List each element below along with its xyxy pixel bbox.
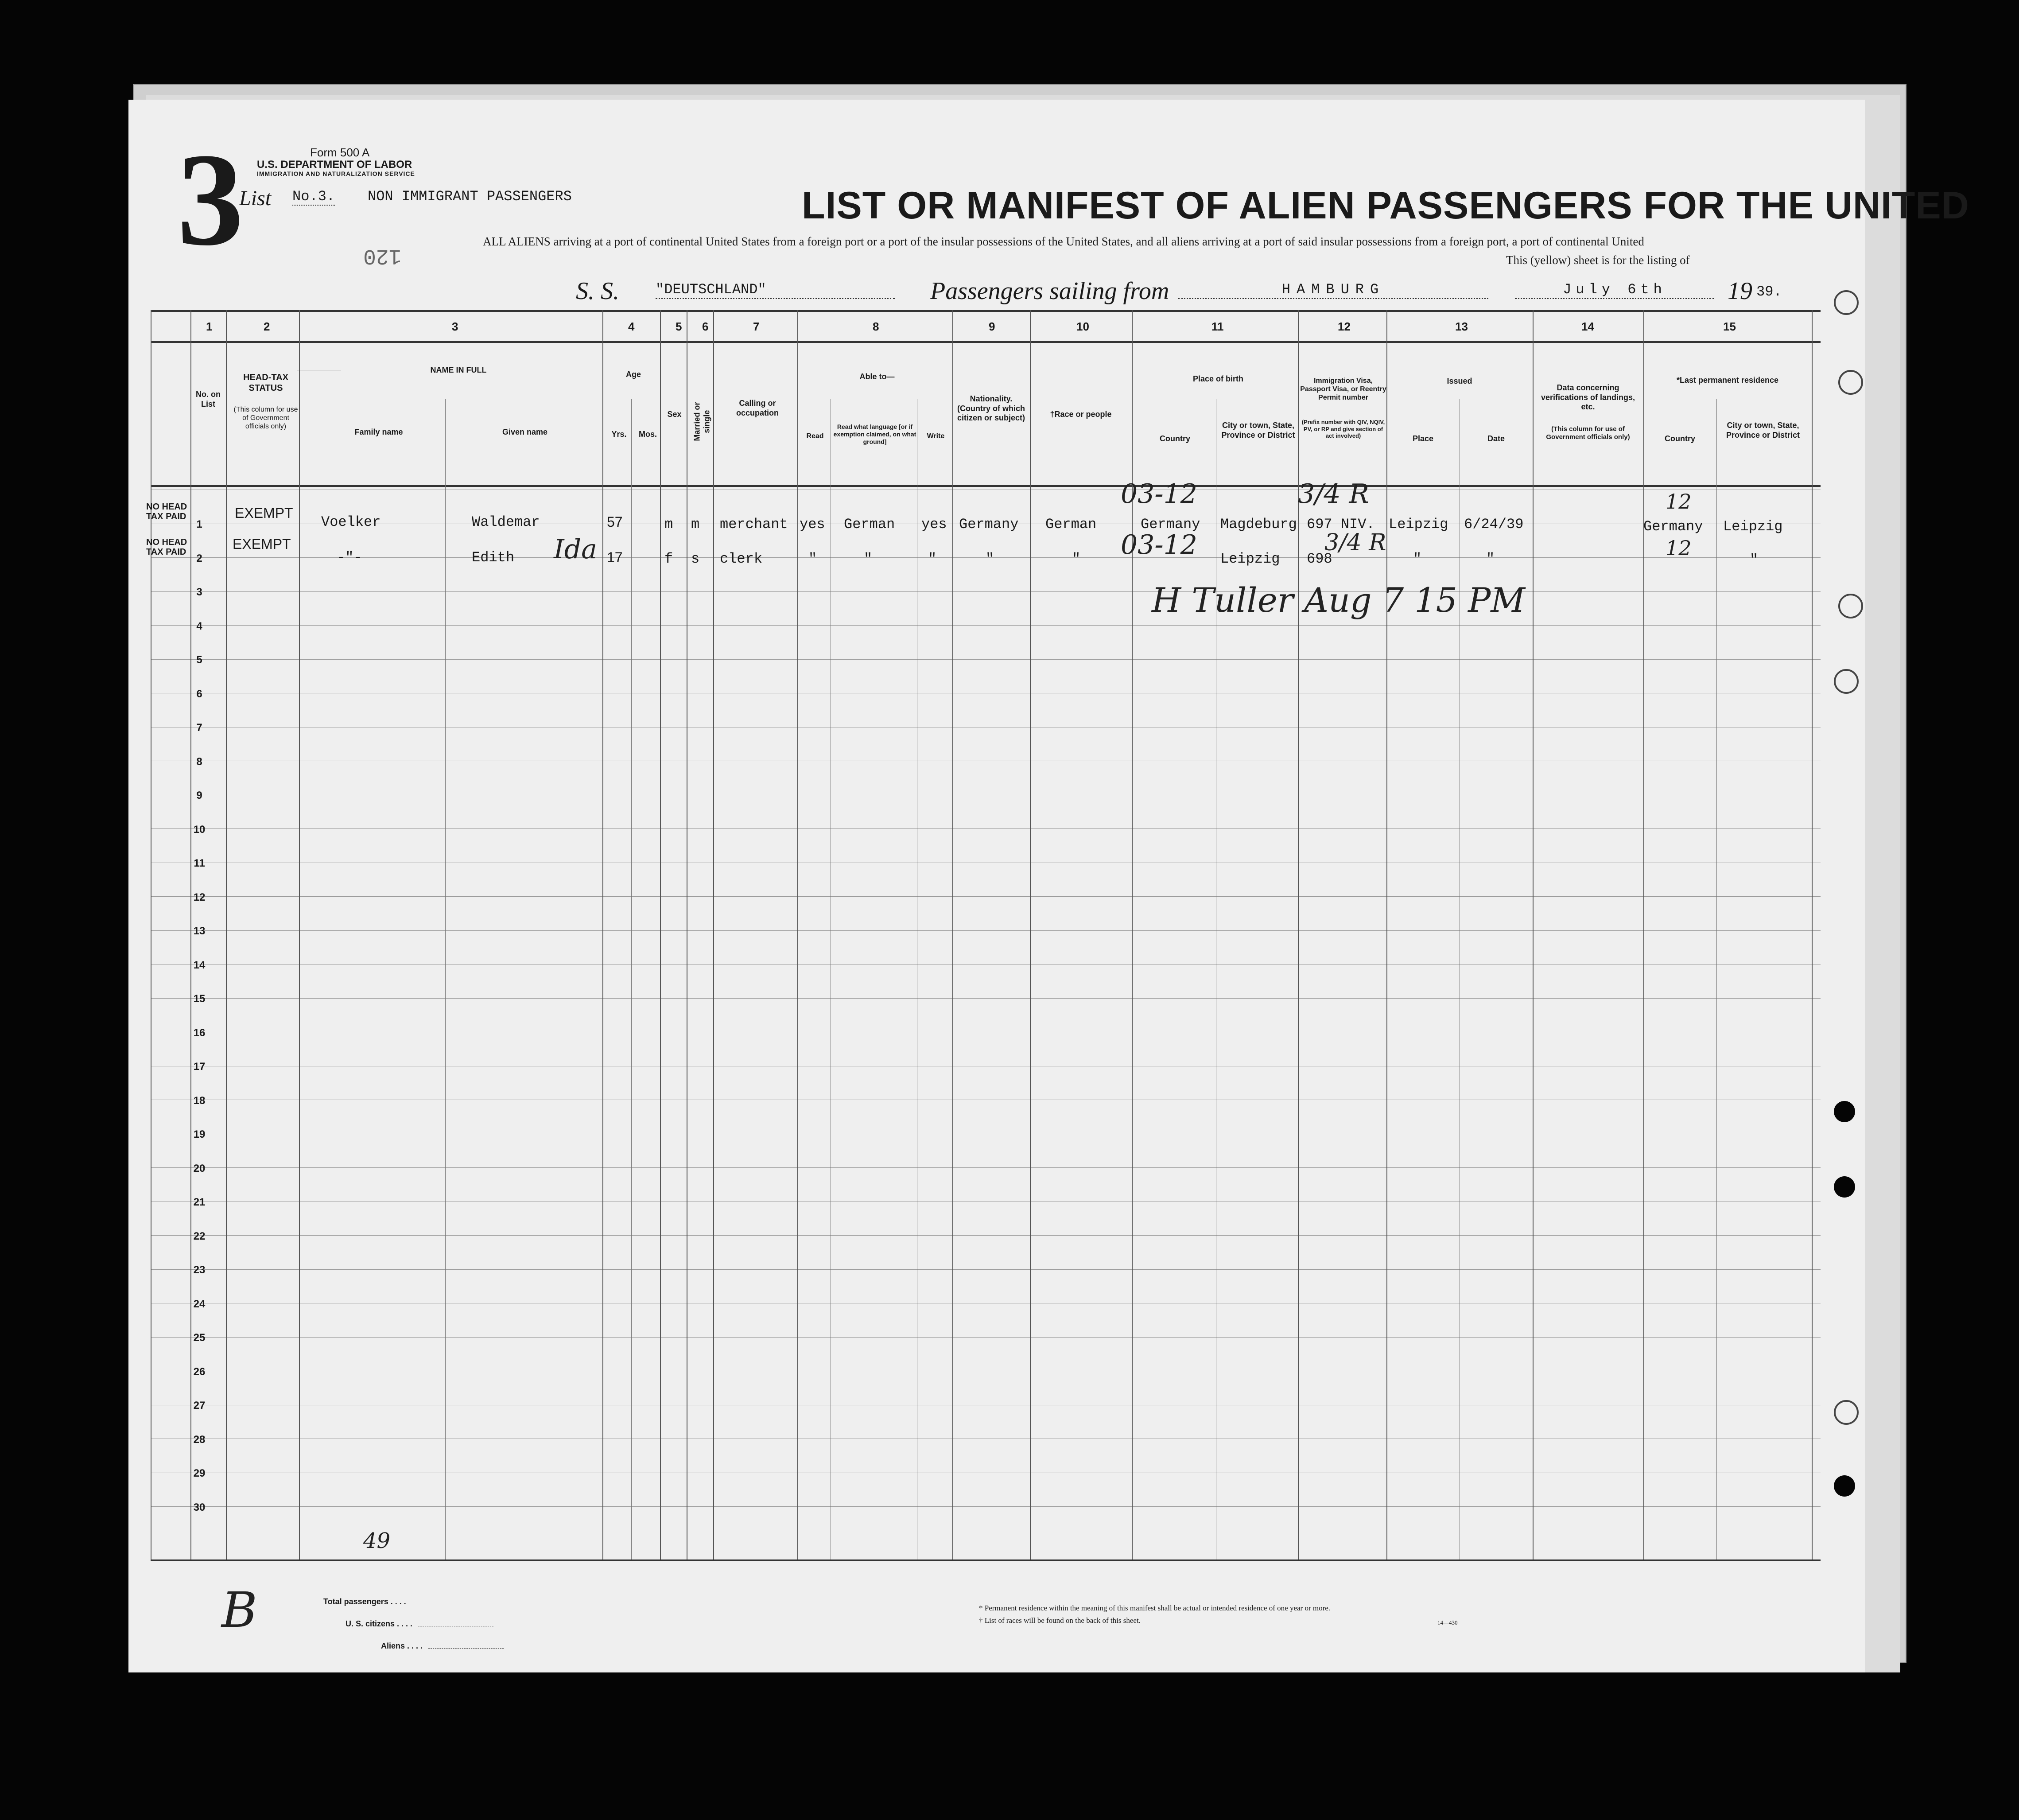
row-number: 28 [193,1433,206,1446]
row1-nationality: Germany [959,516,1019,533]
row1-write: yes [921,516,947,533]
colnum-15: 15 [1723,320,1736,333]
list-big-number: 3 [177,126,244,273]
hdr-nationality: Nationality. (Country of which citizen or subject) [957,394,1025,423]
row2-language: " [864,551,873,567]
binder-hole [1834,1400,1859,1425]
bottom-handwritten-mark: 49 [363,1528,391,1553]
row-number: 21 [193,1196,206,1208]
row1-birth-city: Magdeburg [1220,516,1297,533]
row1-hand-visa-code: 3/4 R [1298,478,1369,509]
colnum-11: 11 [1211,320,1224,333]
row-number: 29 [193,1467,206,1479]
sailing-date: July 6th [1515,281,1714,299]
departure-port: HAMBURG [1178,281,1488,299]
colnum-4: 4 [628,320,635,333]
row-number: 25 [193,1332,206,1344]
row2-write: " [928,551,937,567]
hdr-no-on-list: No. on List [196,390,221,408]
hdr-name-in-full: NAME IN FULL [430,366,487,374]
row-number: 30 [193,1501,206,1513]
colnum-13: 13 [1455,320,1468,333]
form-code: 14—430 [1437,1619,1458,1626]
row2-given-name: Edith [472,549,515,566]
total-passengers: Total passengers . . . . [323,1597,487,1606]
row2-married: s [691,551,700,567]
row2-race: " [1072,551,1081,567]
form-number: Form 500 A [310,146,370,159]
row2-head-tax-note: NO HEAD TAX PAID [146,537,187,557]
list-type: NON IMMIGRANT PASSENGERS [368,188,572,205]
hdr-write: Write [927,432,945,440]
row-number: 11 [194,857,205,869]
row2-family-name: -"- [337,549,362,566]
colnum-6: 6 [702,320,709,333]
binder-hole [1834,290,1859,315]
row-number: 19 [193,1128,206,1140]
row2-read: " [808,551,817,567]
row-number: 6 [196,688,202,700]
row1-head-tax: EXEMPT [235,505,293,521]
binder-hole [1834,669,1859,694]
row1-language: German [844,516,895,533]
row1-hand-residence-code: 12 [1666,490,1692,513]
list-number: No.3. [292,188,335,205]
hdr-birth-city: City or town, State, Province or District [1221,421,1295,439]
form-info [257,146,415,177]
colnum-8: 8 [873,320,879,333]
hdr-read-language: Read what language [or if exemption claimed, on what ground] [833,423,916,445]
ss-label: S. S. [576,277,619,305]
row2-issued-place: " [1413,551,1422,567]
row2-calling: clerk [720,551,763,567]
row1-birth-country: Germany [1141,516,1200,533]
hdr-birth-country: Country [1160,434,1190,443]
row-number: 23 [193,1264,206,1276]
row-number: 13 [193,925,206,937]
row-number: 27 [193,1400,206,1412]
binder-hole [1834,1176,1855,1198]
row-number: 15 [193,993,206,1005]
hdr-visa: Immigration Visa, Passport Visa, or Reentry Permit number [1300,377,1386,402]
margin-handwritten-mark: B [221,1582,257,1638]
hdr-issued-date: Date [1487,434,1505,443]
footnote-races: † List of races will be found on the back of this sheet. [979,1616,1141,1625]
row2-hand-birth-code: 03-12 [1121,529,1197,560]
hdr-head-tax-note: (This column for use of Government officials only) [233,406,298,431]
hdr-mos: Mos. [638,430,657,439]
us-citizens: U. S. citizens . . . . [346,1619,493,1629]
sheet-stamp: 120 [363,244,402,268]
manifest-subtitle: ALL ALIENS arriving at a port of continental United States from a foreign port or a port of the insular possessions of the United States, and all aliens arriving at a port of said insular possessions from a foreign port, a port of continental United [483,235,1644,248]
row1-res-country: Germany [1643,518,1703,535]
year-prefix: 19 [1728,277,1752,305]
row2-sex: f [664,551,673,567]
row-number: 20 [193,1162,206,1174]
row1-sex: m [664,516,673,533]
row2-nationality: " [986,551,994,567]
row-number: 17 [193,1061,206,1073]
hdr-landing: Data concerning verifications of landings, etc. [1541,383,1635,412]
binder-hole [1838,594,1863,618]
colnum-10: 10 [1076,320,1089,333]
binder-hole [1834,1101,1855,1122]
row-number: 1 [196,518,202,530]
row-number: 7 [196,722,202,734]
row-number: 4 [196,620,202,632]
colnum-9: 9 [989,320,995,333]
row-number: 9 [196,789,202,801]
row1-res-city: Leipzig [1723,518,1783,535]
hdr-place-of-birth: Place of birth [1192,374,1244,383]
row1-issued-place: Leipzig [1389,516,1448,533]
hdr-issued-place: Place [1412,434,1434,443]
row-number: 12 [193,891,206,903]
row-number: 24 [193,1298,206,1310]
manifest-subtitle-2: This (yellow) sheet is for the listing of [1506,253,1690,267]
row-number: 10 [193,823,206,836]
row1-yrs: 57 [607,514,623,530]
row1-hand-birth-code: 03-12 [1121,478,1197,509]
hdr-race: †Race or people [1050,410,1112,419]
row1-head-tax-note: NO HEAD TAX PAID [146,502,187,521]
hdr-given-name: Given name [502,428,548,436]
row1-calling: merchant [720,516,788,533]
row1-given-name: Waldemar [472,514,540,530]
us-citizens-label: U. S. citizens [346,1619,395,1628]
row-number: 8 [196,755,202,768]
colnum-14: 14 [1581,320,1594,333]
row2-head-tax: EXEMPT [233,536,291,552]
list-label: List [239,187,272,210]
hdr-head-tax: HEAD-TAX STATUS [243,373,288,393]
colnum-2: 2 [264,320,270,333]
manifest-grid [151,310,1821,1559]
aliens: Aliens . . . . [381,1641,504,1651]
row1-issued-date: 6/24/39 [1464,516,1524,533]
row-number: 18 [193,1094,206,1107]
hdr-age: Age [625,370,641,379]
hdr-family-name: Family name [354,428,403,436]
footnote-residence: * Permanent residence within the meaning of this manifest shall be actual or intended residence of one year or more. [979,1604,1331,1612]
row2-issued-date: " [1486,551,1495,567]
row2-hand-residence-code: 12 [1666,536,1692,560]
colnum-3: 3 [452,320,458,333]
row1-married: m [691,516,700,533]
year-suffix: 39. [1756,284,1782,300]
hdr-landing-note: (This column for use of Government officials only) [1546,425,1630,441]
row-number: 26 [193,1365,206,1378]
hdr-read: Read [806,432,824,440]
hdr-sex: Sex [667,410,682,419]
row2-yrs: 17 [607,549,623,565]
hdr-res-country: Country [1665,434,1695,443]
row-number: 3 [196,586,202,598]
hdr-married: Married or single [692,402,711,441]
row1-family-name: Voelker [321,514,381,530]
row1-race: German [1045,516,1097,533]
colnum-1: 1 [206,320,213,333]
total-passengers-label: Total passengers [323,1597,388,1606]
row-number: 5 [196,654,202,666]
row1-visa: 697 NIV. [1307,516,1375,533]
row2-visa: 698 [1307,551,1332,567]
row-number: 14 [193,959,206,971]
hdr-res-city: City or town, State, Province or District [1726,421,1800,439]
aliens-label: Aliens [381,1641,405,1650]
row2-res-city: " [1750,552,1759,568]
row2-hand-visa-code: 3/4 R [1324,529,1386,556]
row-number: 16 [193,1027,206,1039]
service: IMMIGRATION AND NATURALIZATION SERVICE [257,170,415,177]
colnum-5: 5 [676,320,682,333]
hdr-able-to: Able to— [859,372,895,381]
age-handwritten-mark: Ida [554,534,597,565]
row1-read: yes [800,516,825,533]
hdr-residence: *Last permanent residence [1676,376,1779,385]
department: U.S. DEPARTMENT OF LABOR [257,158,412,171]
sailing-label: Passengers sailing from [930,277,1169,305]
colnum-7: 7 [753,320,760,333]
hdr-visa-note: (Prefix number with QIV, NQIV, PV, or RP and give section of act involved) [1301,419,1385,439]
ship-name: "DEUTSCHLAND" [656,281,895,299]
colnum-12: 12 [1338,320,1351,333]
hdr-yrs: Yrs. [611,430,627,439]
hdr-calling: Calling or occupation [736,399,779,417]
binder-hole [1838,370,1863,395]
manifest-title: LIST OR MANIFEST OF ALIEN PASSENGERS FOR THE UNITED [802,184,1969,227]
binder-hole [1834,1475,1855,1497]
row-number: 2 [196,552,202,564]
row2-birth-city: Leipzig [1220,551,1280,567]
row-number: 22 [193,1230,206,1242]
row3-handwritten-note: H Tuller Aug 7 15 PM [1152,580,1526,620]
hdr-issued: Issued [1447,377,1472,385]
